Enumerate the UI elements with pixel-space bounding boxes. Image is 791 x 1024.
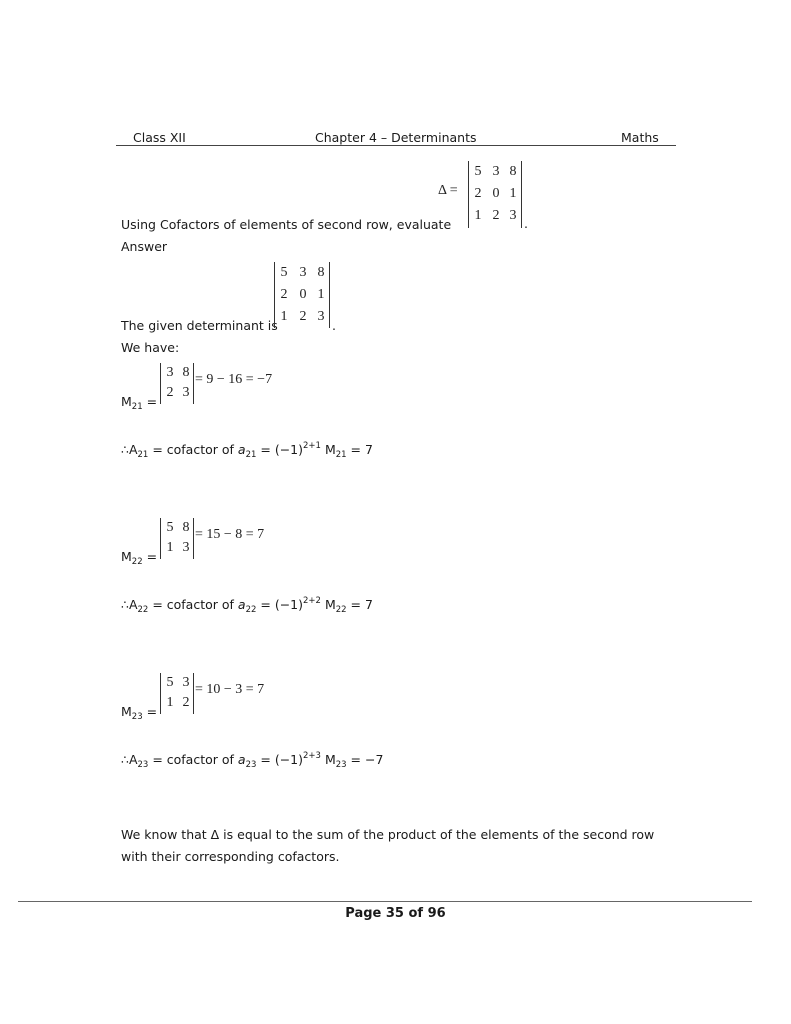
we-have-label: We have: <box>121 340 180 355</box>
given-determinant: 5 3 8 2 0 1 1 2 3 <box>274 262 330 328</box>
cofactor-23: $\therefore A_{23}$ = cofactor of $a_{23} = (-1)^{2+3}$ $M_{23} = -7$ <box>121 751 384 770</box>
given-period: . <box>332 318 336 333</box>
minor-23-result: = 10 − 3 = 7 <box>195 682 265 697</box>
answer-label: Answer <box>121 239 168 254</box>
minor-22-label: $M_{22}$ = <box>121 549 158 567</box>
minor-23-determinant: 5 3 1 2 <box>160 673 194 714</box>
question-determinant: 5 3 8 2 0 1 1 2 3 <box>468 161 522 228</box>
page-number: Page 35 of 96 <box>345 906 446 921</box>
cofactor-21: $\therefore A_{21}$ = cofactor of $a_{21} = (-1)^{2+1}$ $M_{21} = 7$ <box>121 441 373 460</box>
cofactor-22: $\therefore A_{22}$ = cofactor of $a_{22} = (-1)^{2+2}$ $M_{22} = 7$ <box>121 596 373 615</box>
minor-21-determinant: 3 8 2 3 <box>160 363 194 404</box>
minor-21-result: = 9 − 16 = −7 <box>195 372 273 387</box>
conclusion-line-2: with their corresponding cofactors. <box>121 849 340 864</box>
question-text: Using Cofactors of elements of second row, evaluate <box>121 217 452 232</box>
header-class: Class XII <box>133 130 186 145</box>
header-chapter: Chapter 4 – Determinants <box>315 130 477 145</box>
header-divider <box>116 145 676 146</box>
minor-22-result: = 15 − 8 = 7 <box>195 527 265 542</box>
given-text: The given determinant is <box>121 318 278 333</box>
conclusion-line-1: We know that Δ is equal to the sum of the product of the elements of the second row <box>121 827 655 842</box>
minor-22-determinant: 5 8 1 3 <box>160 518 194 559</box>
header-subject: Maths <box>621 130 659 145</box>
delta-label: Δ = <box>438 183 458 198</box>
minor-23-label: $M_{23}$ = <box>121 704 158 722</box>
question-period: . <box>524 216 528 231</box>
minor-21-label: $M_{21}$ = <box>121 394 158 412</box>
footer-divider <box>18 901 752 902</box>
